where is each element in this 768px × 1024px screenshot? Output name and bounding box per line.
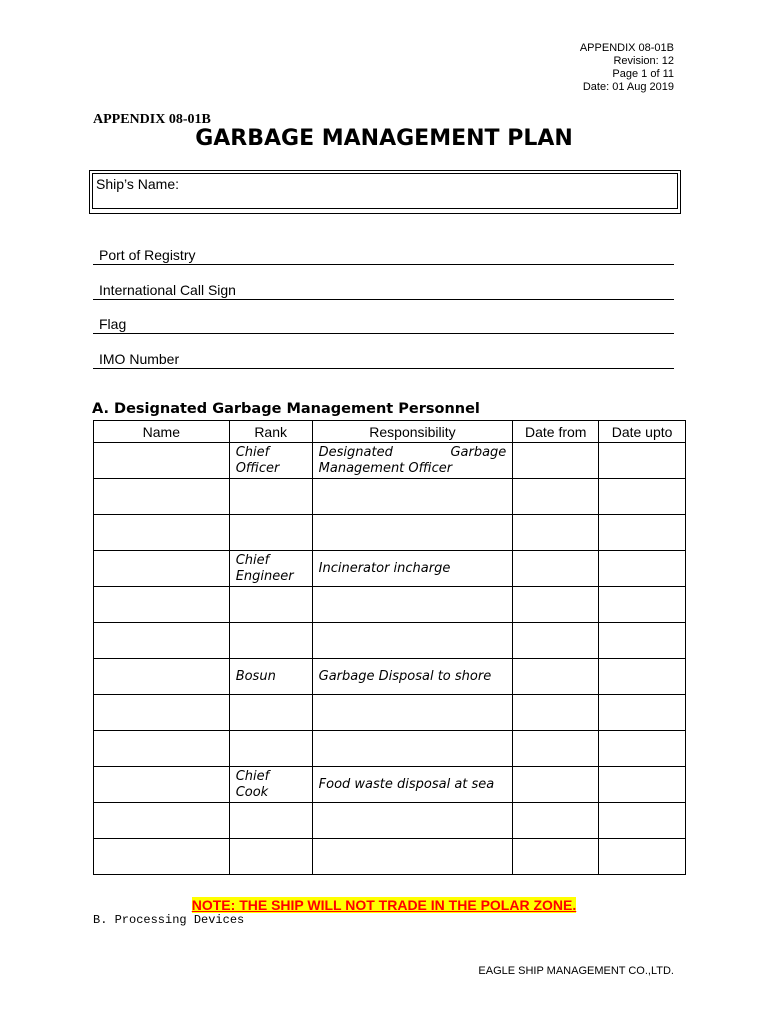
personnel-table [93,420,686,875]
call-sign-field[interactable] [93,282,674,300]
responsibility-cell[interactable] [312,695,513,731]
date-from-cell[interactable] [513,623,599,659]
page-title: GARBAGE MANAGEMENT PLAN [195,126,573,151]
responsibility-cell[interactable] [312,587,513,623]
column-header-date-upto: Date upto [599,421,686,443]
responsibility-cell[interactable] [312,839,513,875]
date-upto-cell[interactable] [599,515,686,551]
table-row [94,551,686,587]
date-from-cell[interactable] [513,839,599,875]
rank-cell[interactable] [229,587,312,623]
date-upto-cell[interactable] [599,803,686,839]
name-cell[interactable] [94,587,230,623]
name-cell[interactable] [94,767,230,803]
note-text: NOTE: THE SHIP WILL NOT TRADE IN THE POLAR ZONE. [191,897,577,913]
responsibility-cell[interactable]: Food waste disposal at sea [312,767,513,803]
responsibility-cell[interactable] [312,515,513,551]
date-from-cell[interactable] [513,515,599,551]
responsibility-cell[interactable]: Designated Garbage Management Officer [312,443,513,479]
table-row [94,803,686,839]
header-date: Date: 01 Aug 2019 [582,81,674,93]
header-revision: Revision: 12 [613,55,674,67]
document-header-info [580,42,674,94]
rank-cell[interactable] [229,515,312,551]
date-from-cell[interactable] [513,587,599,623]
rank-cell[interactable] [229,479,312,515]
flag-label: Flag [99,316,127,332]
rank-cell[interactable]: Chief Officer [229,443,312,479]
appendix-label: APPENDIX 08-01B [93,112,211,127]
responsibility-cell[interactable] [312,803,513,839]
section-a-title: A. Designated Garbage Management Personnel [92,401,480,417]
table-row [94,695,686,731]
rank-cell[interactable]: Chief Engineer [229,551,312,587]
table-row [94,659,686,695]
date-upto-cell[interactable] [599,587,686,623]
date-upto-cell[interactable] [599,767,686,803]
column-header-rank: Rank [229,421,312,443]
name-cell[interactable] [94,695,230,731]
name-cell[interactable] [94,803,230,839]
rank-cell[interactable] [229,803,312,839]
table-row [94,767,686,803]
section-b-title: B. Processing Devices [93,913,245,927]
imo-number-field[interactable] [93,351,674,369]
flag-field[interactable] [93,316,674,334]
date-upto-cell[interactable] [599,731,686,767]
date-from-cell[interactable] [513,695,599,731]
call-sign-label: International Call Sign [99,282,236,298]
name-cell[interactable] [94,551,230,587]
date-upto-cell[interactable] [599,479,686,515]
port-of-registry-field[interactable] [93,247,674,265]
table-row [94,839,686,875]
responsibility-cell[interactable] [312,623,513,659]
date-from-cell[interactable] [513,551,599,587]
date-upto-cell[interactable] [599,659,686,695]
name-cell[interactable] [94,623,230,659]
date-upto-cell[interactable] [599,839,686,875]
ship-name-box[interactable] [89,170,681,214]
responsibility-cell[interactable]: Garbage Disposal to shore [312,659,513,695]
date-upto-cell[interactable] [599,623,686,659]
table-row [94,587,686,623]
rank-cell[interactable] [229,695,312,731]
name-cell[interactable] [94,443,230,479]
rank-cell[interactable] [229,623,312,659]
date-from-cell[interactable] [513,803,599,839]
responsibility-cell[interactable] [312,731,513,767]
date-from-cell[interactable] [513,659,599,695]
rank-cell[interactable] [229,839,312,875]
table-row [94,623,686,659]
name-cell[interactable] [94,479,230,515]
header-page: Page 1 of 11 [612,68,674,80]
date-upto-cell[interactable] [599,443,686,479]
responsibility-cell[interactable] [312,479,513,515]
name-cell[interactable] [94,731,230,767]
date-from-cell[interactable] [513,731,599,767]
date-from-cell[interactable] [513,479,599,515]
rank-cell[interactable]: Bosun [229,659,312,695]
responsibility-cell[interactable]: Incinerator incharge [312,551,513,587]
port-of-registry-label: Port of Registry [99,247,196,263]
header-appendix: APPENDIX 08-01B [579,42,674,54]
column-header-responsibility: Responsibility [312,421,513,443]
name-cell[interactable] [94,839,230,875]
column-header-name: Name [94,421,230,443]
date-upto-cell[interactable] [599,551,686,587]
table-row [94,515,686,551]
name-cell[interactable] [94,659,230,695]
column-header-date-from: Date from [513,421,599,443]
ship-name-label: Ship’s Name: [96,176,180,192]
table-row [94,731,686,767]
date-from-cell[interactable] [513,443,599,479]
rank-cell[interactable] [229,731,312,767]
rank-cell[interactable]: Chief Cook [229,767,312,803]
table-header-row [94,421,686,443]
date-from-cell[interactable] [513,767,599,803]
imo-number-label: IMO Number [99,351,180,367]
date-upto-cell[interactable] [599,695,686,731]
company-footer: EAGLE SHIP MANAGEMENT CO.,LTD. [478,965,674,977]
table-row [94,443,686,479]
table-row [94,479,686,515]
name-cell[interactable] [94,515,230,551]
